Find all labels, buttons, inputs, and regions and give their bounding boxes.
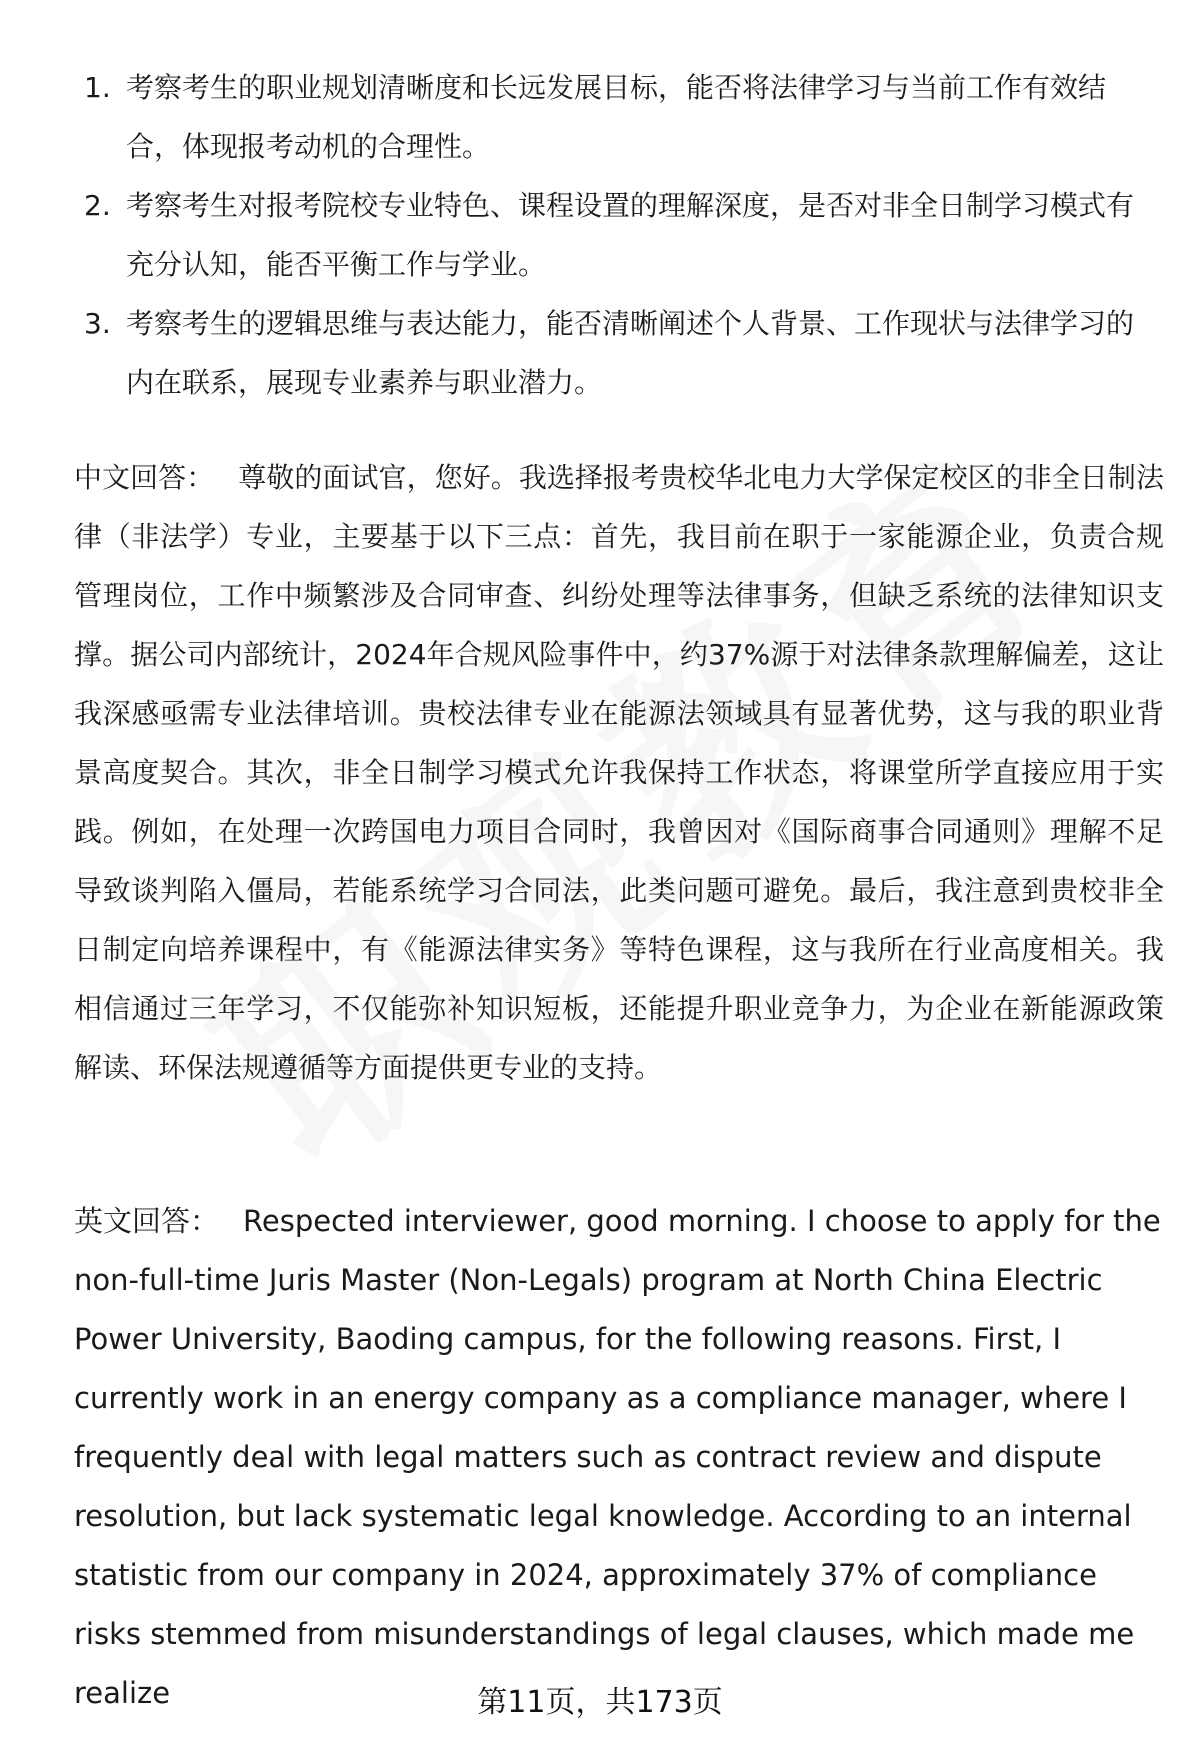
list-item-number: 3. <box>84 307 111 340</box>
chinese-answer-text: 尊敬的面试官，您好。我选择报考贵校华北电力大学保定校区的非全日制法律（非法学）专业，主要基于以下三点：首先，我目前在职于一家能源企业，负责合规管理岗位，工作中频繁涉及合同审查、纠纷处理等法律事务，但缺乏系统的法律知识支撑。据公司内部统计，2024年合规风险事件中，约37%源于对法律条款理解偏差，这让我深感亟需专业法律培训。贵校法律专业在能源法领域具有显著优势，这与我的职业背景高度契合。其次，非全日制学习模式允许我保持工作状态，将课堂所学直接应用于实践。例如，在处理一次跨国电力项目合同时，我曾因对《国际商事合同通则》理解不足导致谈判陷入僵局，若能系统学习合同法，此类问题可避免。最后，我注意到贵校非全日制定向培养课程中，有《能源法律实务》等特色课程，这与我所在行业高度相关。我相信通过三年学习，不仅能弥补知识短板，还能提升职业竞争力，为企业在新能源政策解读、环保法规遵循等方面提供更专业的支持。 <box>74 461 1164 1084</box>
page-number-footer: 第11页，共173页 <box>477 1685 723 1720</box>
list-item <box>74 176 1144 294</box>
chinese-answer-paragraph <box>74 448 1164 1097</box>
evaluation-criteria-list <box>74 58 1144 412</box>
chinese-answer-label: 中文回答： <box>74 461 215 494</box>
english-answer-paragraph <box>74 1192 1164 1723</box>
list-item-number: 2. <box>84 189 111 222</box>
list-item-number: 1. <box>84 71 111 104</box>
english-answer-label: 英文回答： <box>74 1204 220 1238</box>
list-item <box>74 58 1144 176</box>
list-item-text: 考察考生的职业规划清晰度和长远发展目标，能否将法律学习与当前工作有效结合，体现报考动机的合理性。 <box>126 71 1107 163</box>
english-answer-text: Respected interviewer, good morning. I choose to apply for the non-full-time Juris Master (Non-Legals) program at North China Electric Power University, Baoding campus, for the following reasons. First, I currently work in an energy company as a compliance manager, where I frequently deal with legal matters such as contract review and dispute resolution, but lack systematic legal knowledge. According to an internal statistic from our company in 2024, approximately 37% of compliance risks stemmed from misunderstandings of legal clauses, which made me realize <box>74 1204 1161 1710</box>
list-item-text: 考察考生的逻辑思维与表达能力，能否清晰阐述个人背景、工作现状与法律学习的内在联系，展现专业素养与职业潜力。 <box>126 307 1135 399</box>
list-item <box>74 294 1144 412</box>
list-item-text: 考察考生对报考院校专业特色、课程设置的理解深度，是否对非全日制学习模式有充分认知，能否平衡工作与学业。 <box>126 189 1135 281</box>
